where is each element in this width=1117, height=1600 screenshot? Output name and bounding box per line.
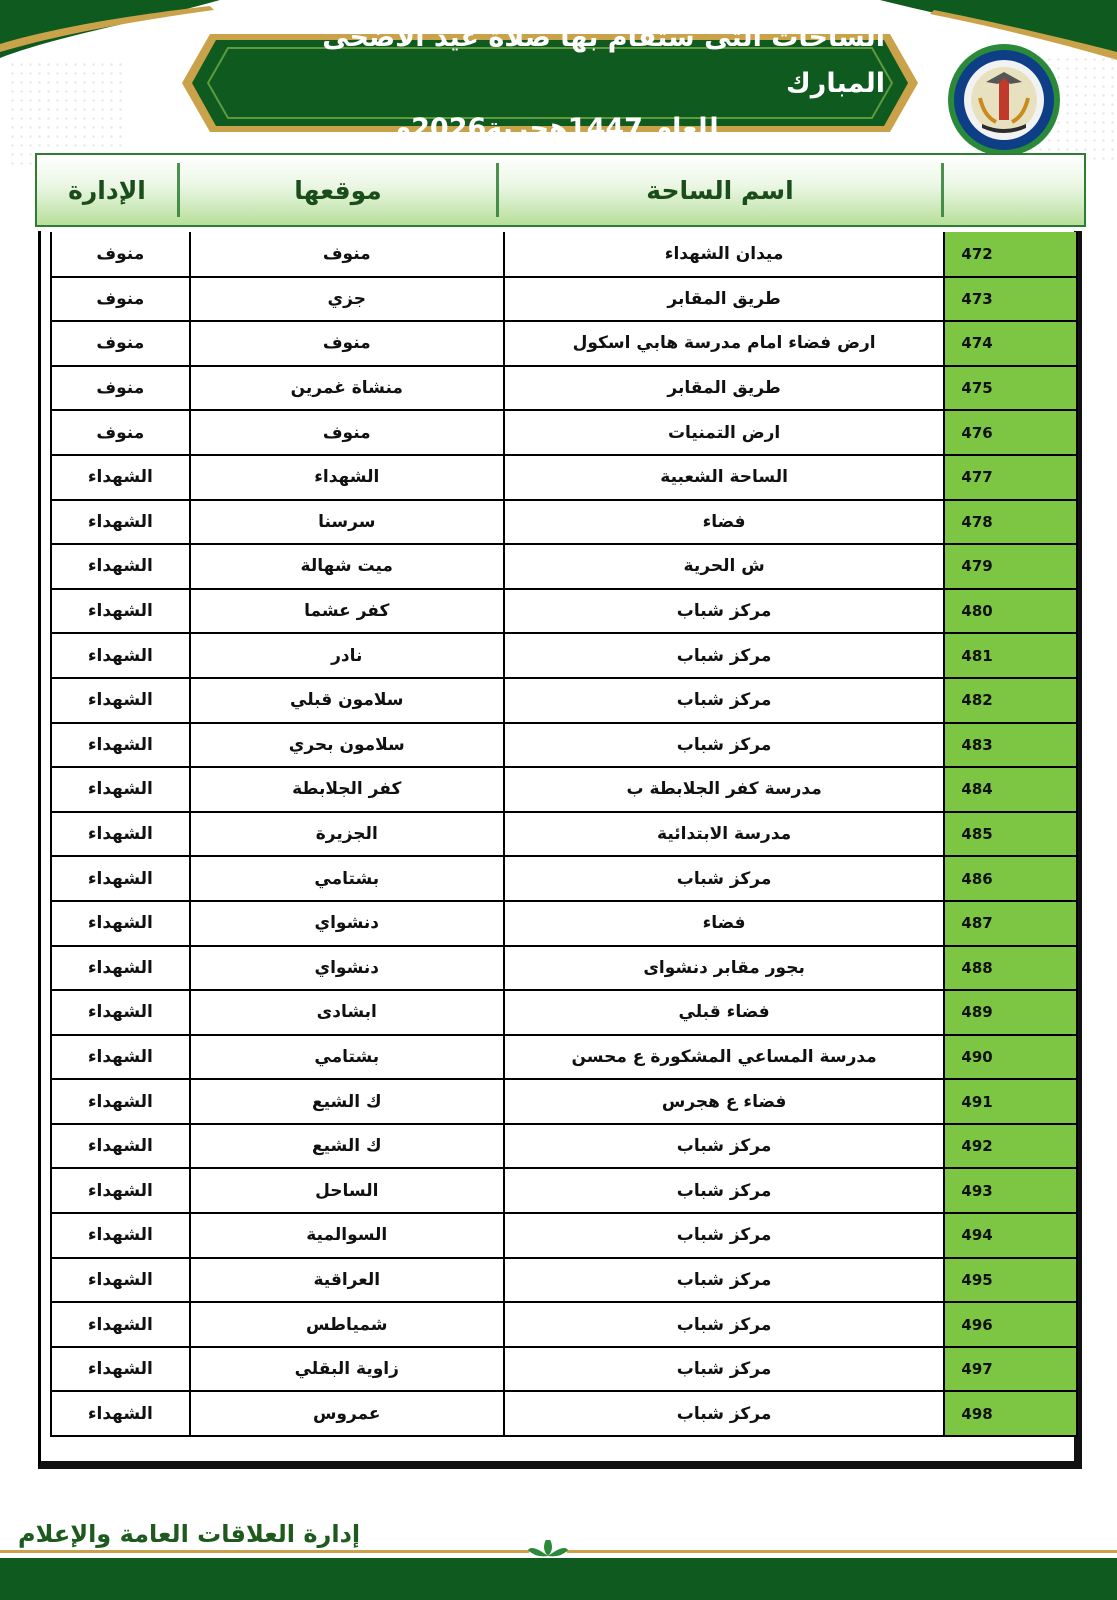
cell-name: ميدان الشهداء	[504, 232, 945, 277]
cell-number: 491	[944, 1079, 1077, 1124]
cell-number: 482	[944, 678, 1077, 723]
cell-number: 490	[944, 1035, 1077, 1080]
cell-location: سلامون قبلي	[190, 678, 504, 723]
table-row	[51, 455, 1077, 500]
cell-admin: الشهداء	[51, 812, 190, 857]
table-row	[51, 589, 1077, 634]
table-row	[51, 1124, 1077, 1169]
cell-location: ابشادى	[190, 990, 504, 1035]
table-row	[51, 946, 1077, 991]
cell-number: 489	[944, 990, 1077, 1035]
cell-admin: الشهداء	[51, 1391, 190, 1436]
table-row	[51, 277, 1077, 322]
cell-location: منوف	[190, 410, 504, 455]
cell-name: فضاء	[504, 901, 945, 946]
table-row	[51, 767, 1077, 812]
cell-location: منوف	[190, 232, 504, 277]
cell-location: بشتامي	[190, 856, 504, 901]
cell-name: مركز شباب	[504, 1168, 945, 1213]
cell-location: شمياطس	[190, 1302, 504, 1347]
squares-table	[50, 232, 1078, 1437]
cell-admin: منوف	[51, 277, 190, 322]
bottom-decorative-band	[0, 1540, 1117, 1600]
table-row	[51, 1079, 1077, 1124]
header-admin: الإدارة	[68, 175, 146, 205]
table-row	[51, 500, 1077, 545]
cell-name: مدرسة كفر الجلابطة ب	[504, 767, 945, 812]
cell-number: 477	[944, 455, 1077, 500]
cell-name: الساحة الشعبية	[504, 455, 945, 500]
cell-location: سلامون بحري	[190, 723, 504, 768]
cell-admin: الشهداء	[51, 1213, 190, 1258]
table-header-row	[35, 153, 1086, 227]
cell-name: مركز شباب	[504, 1258, 945, 1303]
table-row	[51, 1213, 1077, 1258]
table-row	[51, 856, 1077, 901]
cell-name: فضاء قبلي	[504, 990, 945, 1035]
cell-number: 484	[944, 767, 1077, 812]
cell-location: دنشواي	[190, 946, 504, 991]
cell-admin: الشهداء	[51, 1258, 190, 1303]
table-row	[51, 633, 1077, 678]
cell-admin: الشهداء	[51, 589, 190, 634]
cell-number: 480	[944, 589, 1077, 634]
cell-number: 483	[944, 723, 1077, 768]
cell-admin: الشهداء	[51, 1302, 190, 1347]
cell-number: 492	[944, 1124, 1077, 1169]
header-divider	[496, 163, 499, 217]
cell-number: 485	[944, 812, 1077, 857]
cell-admin: الشهداء	[51, 678, 190, 723]
cell-name: فضاء ع هجرس	[504, 1079, 945, 1124]
cell-location: عمروس	[190, 1391, 504, 1436]
cell-name: ش الحرية	[504, 544, 945, 589]
cell-name: ارض التمنيات	[504, 410, 945, 455]
cell-admin: الشهداء	[51, 1124, 190, 1169]
cell-number: 475	[944, 366, 1077, 411]
cell-name: طريق المقابر	[504, 366, 945, 411]
cell-admin: الشهداء	[51, 723, 190, 768]
title-line-1: الساحات التى ستقام بها صلاة عيد الأضحى المبارك	[322, 22, 885, 99]
table-row	[51, 678, 1077, 723]
cell-location: منوف	[190, 321, 504, 366]
cell-admin: الشهداء	[51, 544, 190, 589]
cell-admin: الشهداء	[51, 455, 190, 500]
cell-location: الجزيرة	[190, 812, 504, 857]
cell-number: 498	[944, 1391, 1077, 1436]
cell-number: 476	[944, 410, 1077, 455]
cell-admin: منوف	[51, 321, 190, 366]
cell-name: مركز شباب	[504, 856, 945, 901]
cell-name: مركز شباب	[504, 1302, 945, 1347]
table-row	[51, 1347, 1077, 1392]
cell-number: 486	[944, 856, 1077, 901]
footer-department: إدارة العلاقات العامة والإعلام	[18, 1520, 361, 1548]
cell-name: مركز شباب	[504, 589, 945, 634]
table-row	[51, 1391, 1077, 1436]
cell-name: مركز شباب	[504, 1347, 945, 1392]
cell-number: 496	[944, 1302, 1077, 1347]
cell-name: طريق المقابر	[504, 277, 945, 322]
table-row	[51, 1035, 1077, 1080]
cell-admin: منوف	[51, 366, 190, 411]
cell-location: سرسنا	[190, 500, 504, 545]
cell-name: مركز شباب	[504, 723, 945, 768]
table-row	[51, 410, 1077, 455]
cell-name: مدرسة المساعي المشكورة ع محسن	[504, 1035, 945, 1080]
cell-location: زاوية البقلي	[190, 1347, 504, 1392]
cell-name: مركز شباب	[504, 678, 945, 723]
cell-name: ارض فضاء امام مدرسة هابي اسكول	[504, 321, 945, 366]
table-row	[51, 901, 1077, 946]
cell-number: 494	[944, 1213, 1077, 1258]
table-row	[51, 723, 1077, 768]
cell-name: بجور مقابر دنشواى	[504, 946, 945, 991]
cell-number: 497	[944, 1347, 1077, 1392]
cell-number: 493	[944, 1168, 1077, 1213]
table-row	[51, 1258, 1077, 1303]
cell-name: مركز شباب	[504, 1213, 945, 1258]
cell-admin: الشهداء	[51, 1168, 190, 1213]
cell-location: دنشواي	[190, 901, 504, 946]
cell-number: 481	[944, 633, 1077, 678]
cell-admin: الشهداء	[51, 633, 190, 678]
cell-number: 478	[944, 500, 1077, 545]
cell-location: ك الشيع	[190, 1079, 504, 1124]
cell-location: السوالمية	[190, 1213, 504, 1258]
table-row	[51, 366, 1077, 411]
cell-name: مركز شباب	[504, 1124, 945, 1169]
cell-location: العراقية	[190, 1258, 504, 1303]
cell-location: نادر	[190, 633, 504, 678]
cell-name: مدرسة الابتدائية	[504, 812, 945, 857]
cell-number: 473	[944, 277, 1077, 322]
table-row	[51, 990, 1077, 1035]
table-row	[51, 544, 1077, 589]
cell-location: ك الشيع	[190, 1124, 504, 1169]
table-row	[51, 1302, 1077, 1347]
header-divider	[941, 163, 944, 217]
page-title	[225, 22, 885, 144]
header-divider	[177, 163, 180, 217]
cell-admin: الشهداء	[51, 767, 190, 812]
cell-number: 479	[944, 544, 1077, 589]
cell-admin: منوف	[51, 232, 190, 277]
cell-admin: منوف	[51, 410, 190, 455]
cell-admin: الشهداء	[51, 500, 190, 545]
cell-admin: الشهداء	[51, 1035, 190, 1080]
table-row	[51, 232, 1077, 277]
table-row	[51, 812, 1077, 857]
cell-number: 474	[944, 321, 1077, 366]
cell-admin: الشهداء	[51, 856, 190, 901]
cell-admin: الشهداء	[51, 1079, 190, 1124]
governorate-logo	[946, 42, 1062, 158]
header-number	[944, 155, 1080, 225]
cell-name: مركز شباب	[504, 1391, 945, 1436]
cell-location: كفر عشما	[190, 589, 504, 634]
cell-location: كفر الجلابطة	[190, 767, 504, 812]
cell-name: مركز شباب	[504, 633, 945, 678]
cell-number: 488	[944, 946, 1077, 991]
cell-location: منشاة غمرين	[190, 366, 504, 411]
header-name: اسم الساحة	[646, 175, 794, 205]
cell-location: الساحل	[190, 1168, 504, 1213]
cell-admin: الشهداء	[51, 990, 190, 1035]
table-row	[51, 1168, 1077, 1213]
cell-admin: الشهداء	[51, 1347, 190, 1392]
cell-admin: الشهداء	[51, 901, 190, 946]
cell-location: جزي	[190, 277, 504, 322]
cell-location: بشتامي	[190, 1035, 504, 1080]
cell-admin: الشهداء	[51, 946, 190, 991]
table-row	[51, 321, 1077, 366]
cell-location: الشهداء	[190, 455, 504, 500]
cell-name: فضاء	[504, 500, 945, 545]
header-location: موقعها	[294, 175, 382, 205]
cell-number: 472	[944, 232, 1077, 277]
cell-number: 487	[944, 901, 1077, 946]
cell-number: 495	[944, 1258, 1077, 1303]
title-line-2: للعام 1447هجرية2026م	[391, 113, 719, 144]
cell-location: ميت شهالة	[190, 544, 504, 589]
